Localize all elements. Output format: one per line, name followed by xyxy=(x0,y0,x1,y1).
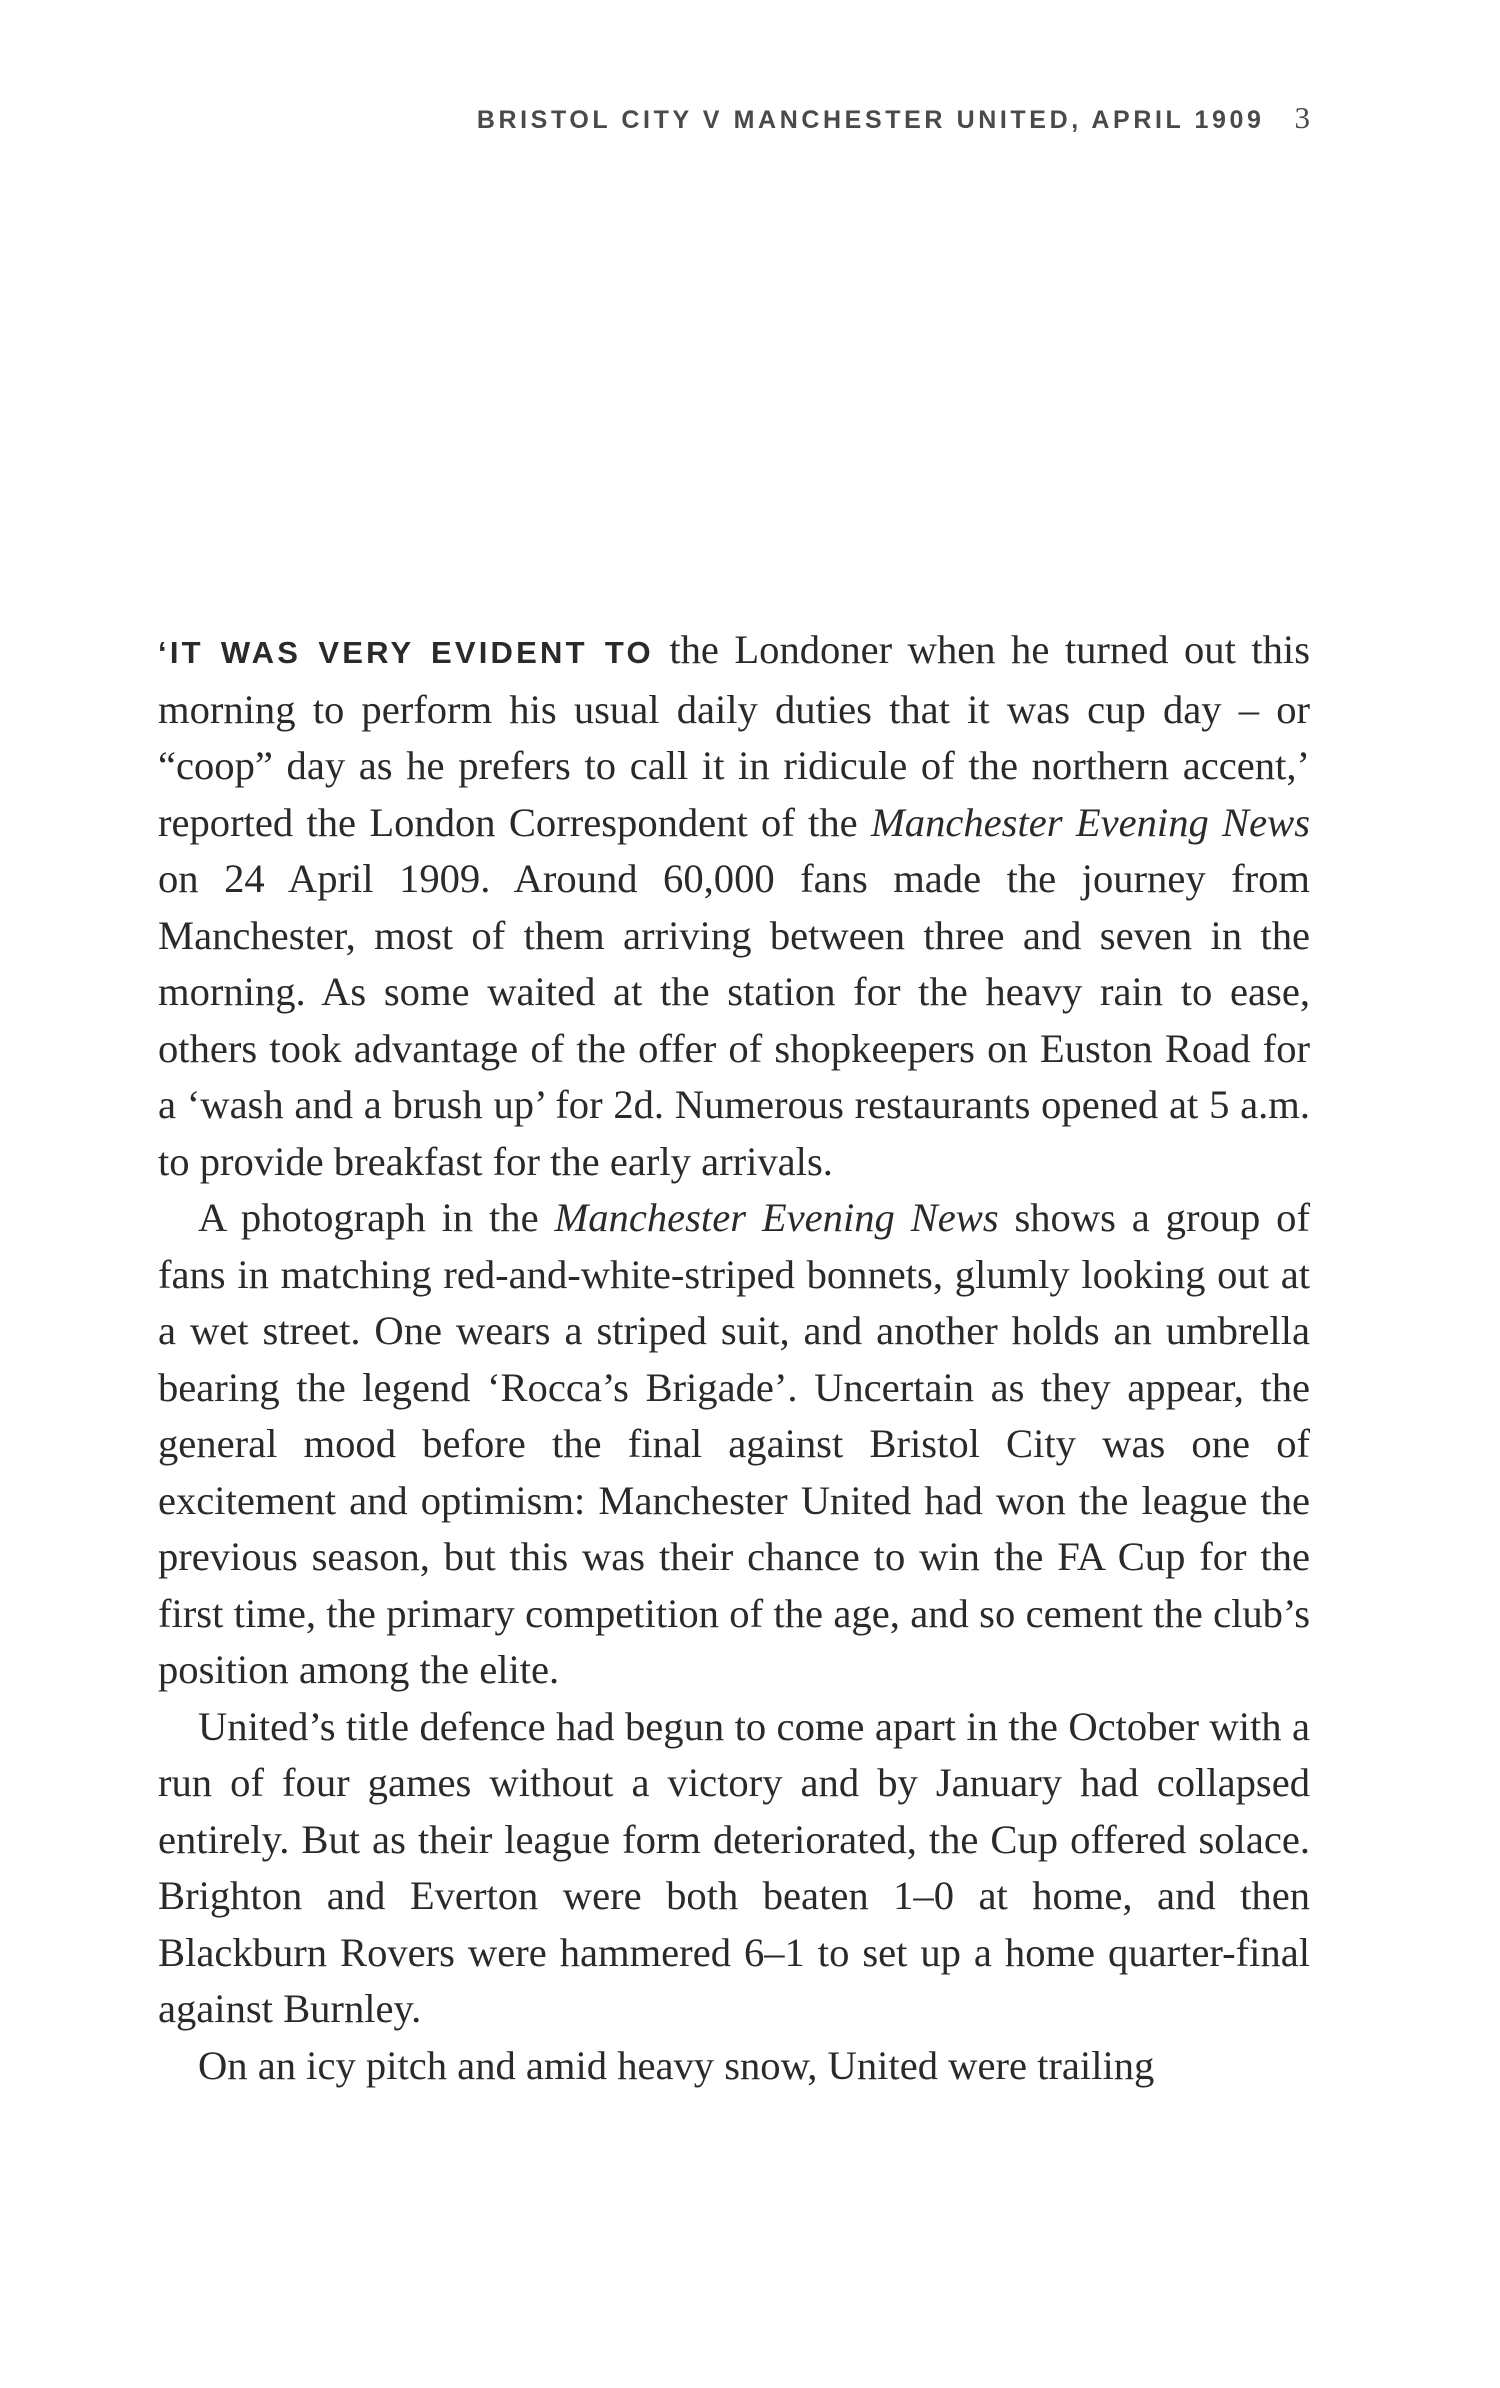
paragraph-text: On an icy pitch and amid heavy snow, United were trailing xyxy=(198,2042,1155,2088)
newspaper-title: Manchester Evening News xyxy=(870,799,1310,845)
paragraph-text: shows a group of fans in matching red-and-white-striped bonnets, glumly looking out at a wet street. One wears a striped suit, and another holds an umbrella bearing the legend ‘Rocca’s Brigade’. Uncertain as they appear, the general mood before the final against Bristol City was one of excitement and optimism: Manchester United had won the league the previous season, but this was their chance to win the FA Cup for the first time, the primary competition of the age, and so cement the club’s position among the elite. xyxy=(158,1195,1310,1692)
lead-in-small-caps: ‘IT WAS VERY EVIDENT TO xyxy=(158,635,654,670)
page-number: 3 xyxy=(1294,100,1310,135)
body-text xyxy=(158,622,1310,2094)
paragraph-text: the Londoner when he turned out this morning to perform his usual daily duties that it was cup day – or “coop” day as he prefers to call it in ridicule of the northern accent,’ reported the London Correspondent of the xyxy=(158,627,1310,845)
paragraph-1 xyxy=(158,622,1310,1190)
running-head xyxy=(477,100,1310,136)
paragraph-text: on 24 April 1909. Around 60,000 fans made the journey from Manchester, most of them arriving between three and seven in the morning. As some waited at the station for the heavy rain to ease, others took advantage of the offer of shopkeepers on Euston Road for a ‘wash and a brush up’ for 2d. Numerous restaurants opened at 5 a.m. to provide breakfast for the early arrivals. xyxy=(158,856,1310,1184)
paragraph-text: A photograph in the xyxy=(198,1195,555,1240)
running-head-title: BRISTOL CITY V MANCHESTER UNITED, APRIL 1909 xyxy=(476,106,1265,134)
paragraph-text: United’s title defence had begun to come apart in the October with a run of four games without a victory and by January had collapsed entirely. But as their league form deteriorated, the Cup offered solace. Brighton and Everton were both beaten 1–0 at home, and then Blackburn Rovers were hammered 6–1 to set up a home quarter-final against Burnley. xyxy=(158,1703,1310,2031)
paragraph-2 xyxy=(158,1190,1310,1699)
newspaper-title: Manchester Evening News xyxy=(554,1195,999,1240)
paragraph-4 xyxy=(158,2038,1310,2095)
paragraph-3 xyxy=(158,1699,1310,2038)
